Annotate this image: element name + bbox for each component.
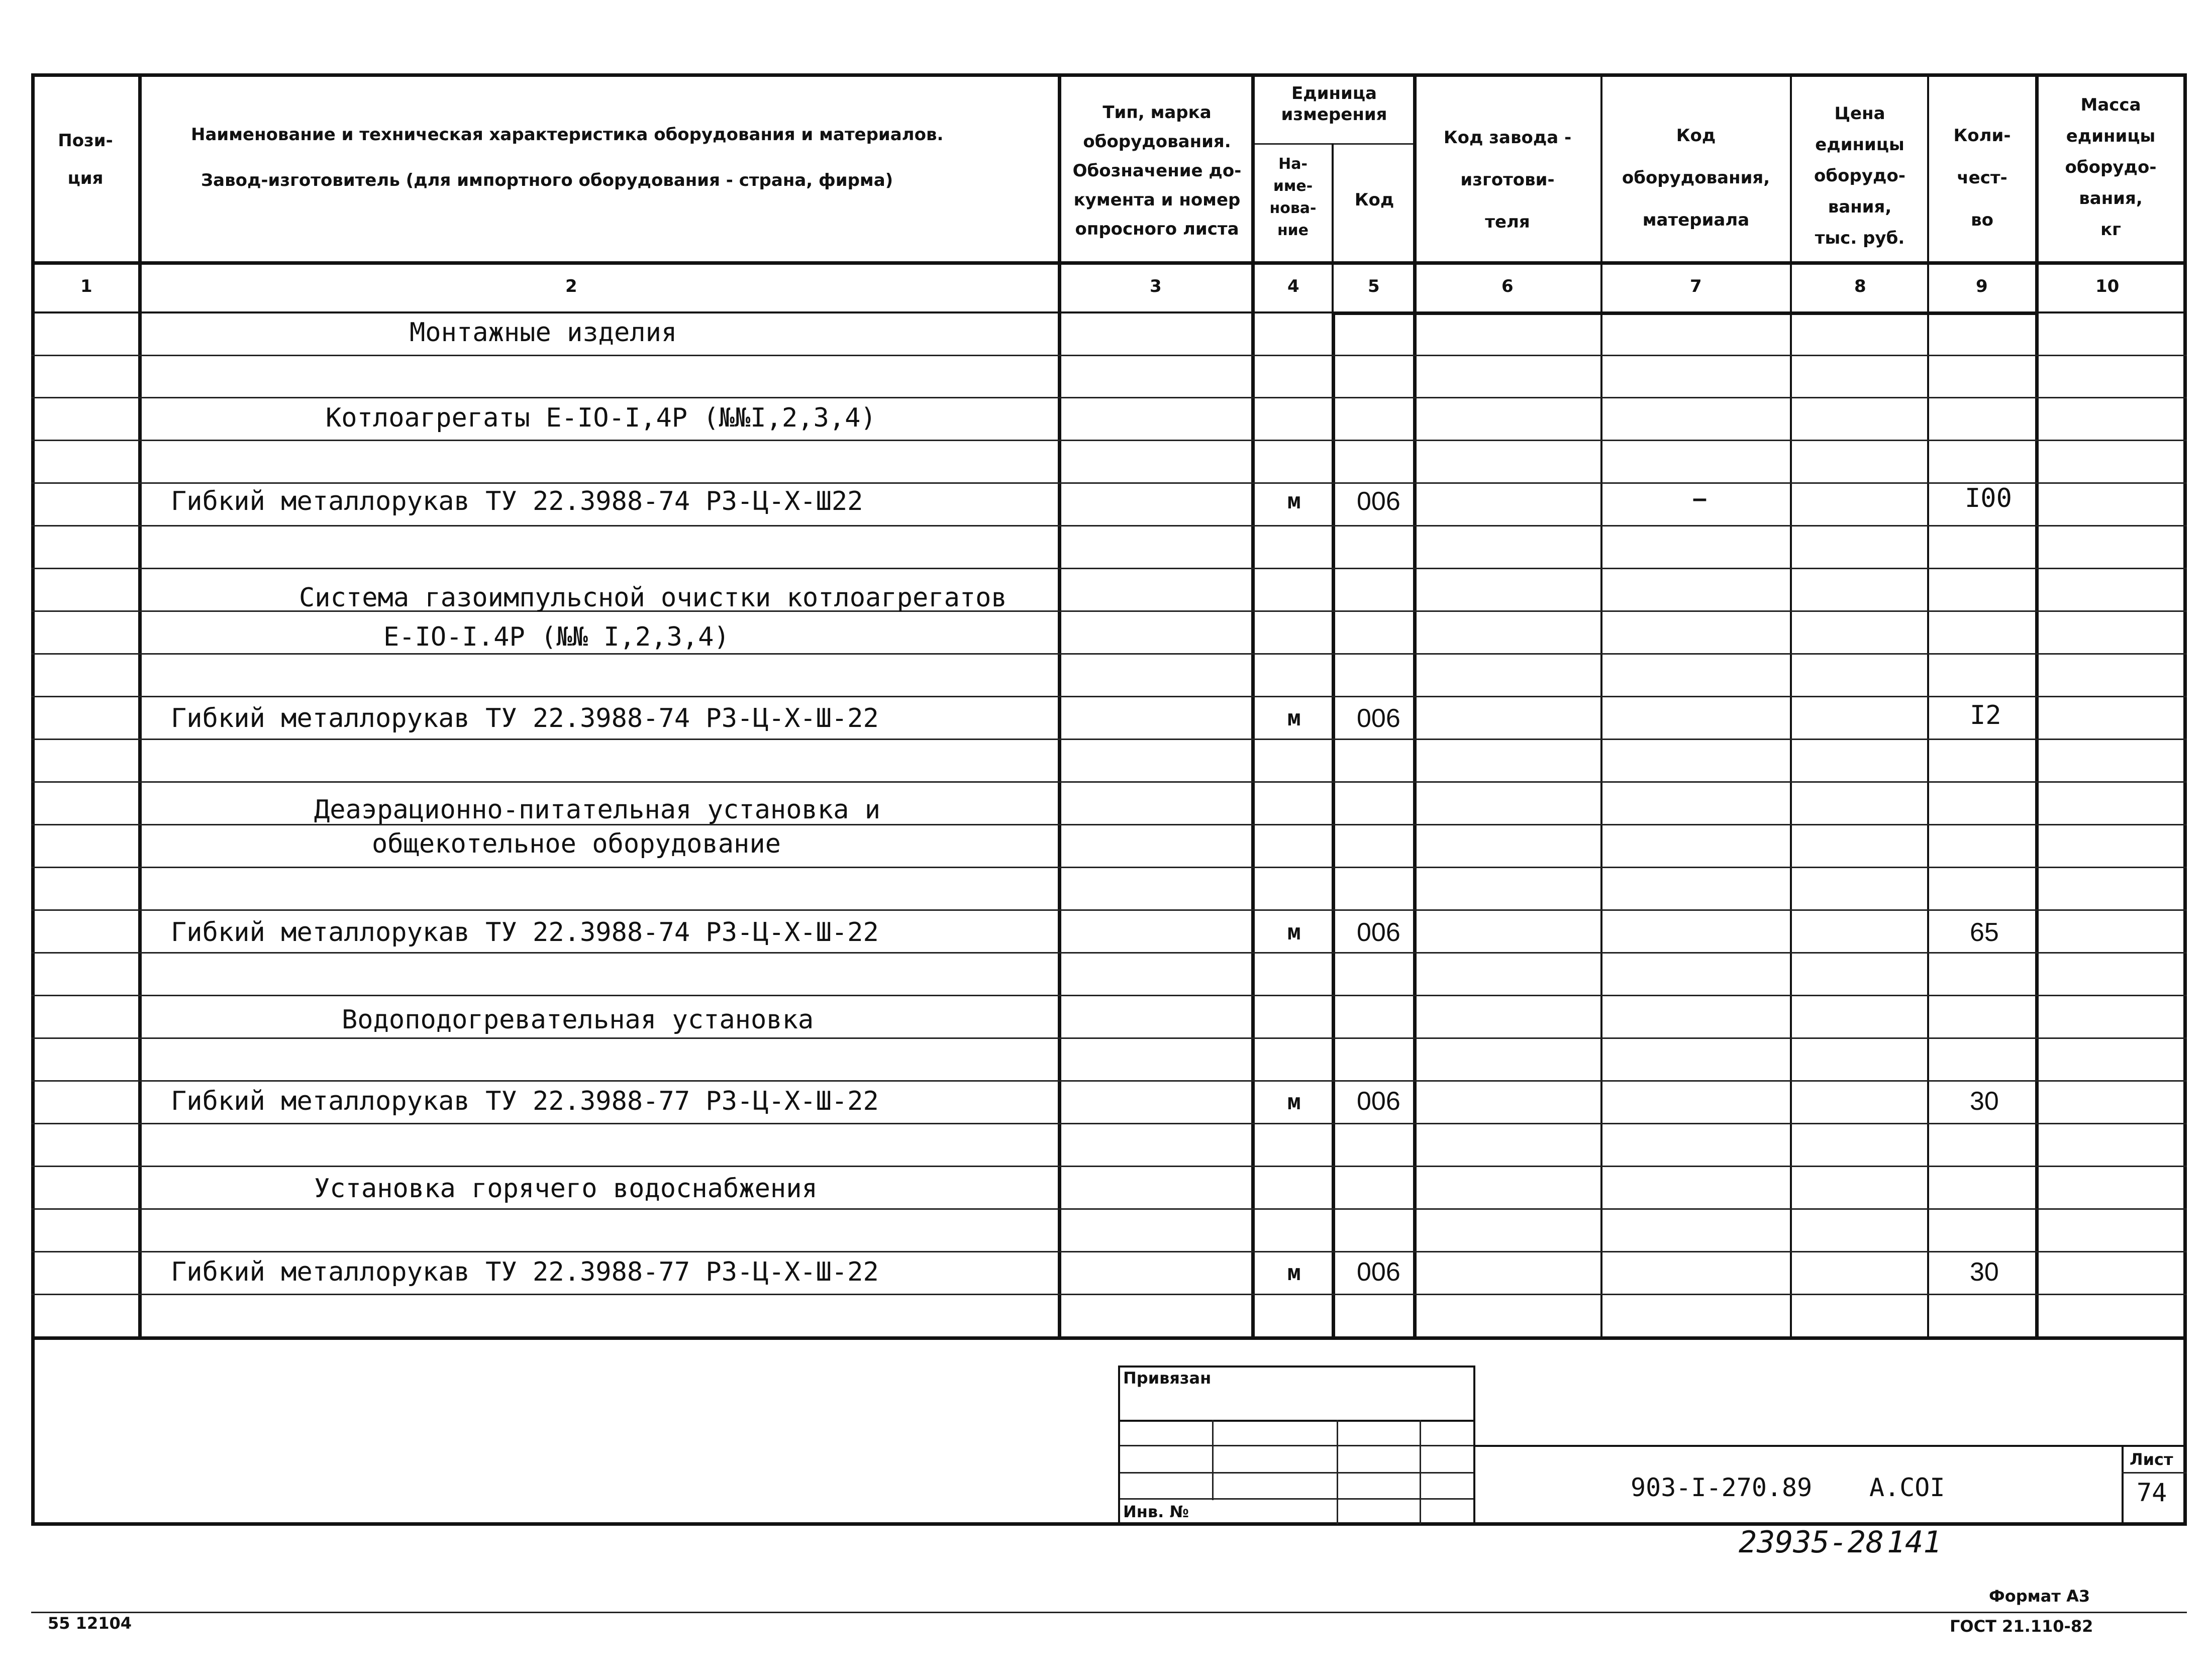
table-body-bottom	[31, 1336, 2187, 1340]
item-quantity: 30	[1970, 1257, 1999, 1287]
stamp-line	[1420, 1420, 1421, 1524]
handwritten-number-2: 141	[1887, 1525, 1942, 1560]
row-line	[31, 1166, 2187, 1167]
header-col7-line: материала	[1642, 210, 1750, 230]
item-name: Гибкий металлорукав ТУ 22.3988-74 РЗ-Ц-Х-Ш-22	[171, 917, 879, 948]
header-col2-line: Наименование и техническая характеристика оборудования и материалов.	[191, 125, 944, 145]
header-col8-line: единицы	[1815, 135, 1904, 155]
header-col8-line: вания,	[1828, 197, 1892, 217]
box-left	[1332, 311, 1335, 1340]
row-line	[31, 995, 2187, 996]
item-name: Гибкий металлорукав ТУ 22.3988-77 РЗ-Ц-Х-Ш-22	[171, 1257, 879, 1287]
stamp-privyazan-label: Привязан	[1123, 1369, 1212, 1388]
stamp-line	[1118, 1472, 1475, 1474]
box-top	[1332, 311, 2039, 315]
table-right-border	[2183, 73, 2187, 1525]
footer-gost: ГОСТ 21.110-82	[1950, 1617, 2093, 1636]
header-col4-line: ние	[1277, 222, 1309, 239]
header-col6-line: теля	[1485, 212, 1530, 232]
handwritten-number: 23935-28	[1739, 1525, 1884, 1560]
header-col9-line: Коли-	[1953, 126, 2011, 146]
header-col1-line: ция	[67, 168, 104, 189]
item-quantity: I00	[1965, 483, 2012, 513]
row-line	[31, 952, 2187, 954]
header-col8-line: Цена	[1834, 103, 1885, 124]
col-number: 4	[1287, 276, 1299, 296]
header-col10-line: кг	[2100, 220, 2121, 240]
item-code: 006	[1357, 1257, 1400, 1287]
row-line	[31, 1123, 2187, 1124]
header-col3-line: опросного листа	[1075, 219, 1239, 239]
header-col2-line: Завод-изготовитель (для импортного оборудования - страна, фирма)	[201, 170, 893, 191]
row-line	[31, 568, 2187, 569]
header-col7-line: Код	[1676, 126, 1716, 146]
item-name: Гибкий металлорукав ТУ 22.3988-74 РЗ-Ц-Х-Ш-22	[171, 703, 879, 733]
header-col8-line: тыс. руб.	[1815, 228, 1905, 248]
row-line	[31, 781, 2187, 783]
stamp-doc-code: 903-I-270.89	[1631, 1473, 1813, 1502]
stamp-line	[1118, 1366, 1475, 1368]
table-left-border	[31, 73, 35, 1525]
col-number: 6	[1501, 276, 1514, 296]
item-quantity: I2	[1970, 700, 2001, 730]
footer-left-code: 55 12104	[48, 1614, 132, 1633]
section-heading: Система газоимпульсной очистки котлоагрегатов	[299, 583, 1007, 613]
stamp-line	[1212, 1420, 1214, 1500]
section-heading: Котлоагрегаты Е-IO-I,4Р (№№I,2,3,4)	[326, 403, 876, 433]
item-name: Гибкий металлорукав ТУ 22.3988-74 РЗ-Ц-Х-Ш22	[171, 486, 863, 516]
header-col3-line: оборудования.	[1083, 132, 1231, 152]
row-line	[31, 1037, 2187, 1039]
col-number: 1	[80, 276, 92, 296]
col-line-2	[1058, 73, 1061, 1339]
header-col4-line: нова-	[1269, 199, 1317, 217]
footer-line	[31, 1612, 2187, 1613]
col-number: 8	[1854, 276, 1866, 296]
header-col3	[1065, 98, 1249, 244]
col-line-7	[1790, 73, 1792, 1339]
row-line	[31, 909, 2187, 911]
stamp-sheet-label: Лист	[2130, 1450, 2173, 1469]
header-unit-line: измерения	[1281, 104, 1387, 125]
item-unit: м	[1287, 1089, 1301, 1115]
item-unit: м	[1287, 1260, 1301, 1286]
row-line	[31, 696, 2187, 697]
item-code: 006	[1357, 918, 1400, 947]
row-line	[31, 1294, 2187, 1295]
header-col9	[1931, 115, 2034, 241]
header-col10-line: вания,	[2079, 188, 2143, 208]
stamp-doc-mark: А.СОI	[1869, 1473, 1945, 1502]
stamp-line	[1118, 1445, 1475, 1446]
header-col1	[48, 132, 123, 188]
item-name: Гибкий металлорукав ТУ 22.3988-77 РЗ-Ц-Х-Ш-22	[171, 1086, 879, 1116]
stamp-line	[2122, 1472, 2187, 1474]
header-bottom-line	[31, 261, 2187, 265]
row-line	[31, 355, 2187, 356]
col-line-6	[1600, 73, 1602, 1339]
col-number: 10	[2095, 276, 2120, 296]
footer-format: Формат А3	[1989, 1587, 2090, 1606]
row-line	[31, 739, 2187, 740]
stamp-line	[1473, 1445, 2187, 1447]
col-line-1	[138, 73, 142, 1339]
header-col8	[1794, 98, 1926, 254]
header-col8-line: оборудо-	[1814, 166, 1905, 186]
header-col4-line: На-	[1278, 155, 1308, 173]
item-equipment-code: –	[1692, 484, 1707, 513]
header-col5: Код	[1354, 190, 1394, 210]
header-col3-line: Тип, марка	[1102, 102, 1212, 123]
stamp-line	[2122, 1445, 2124, 1524]
section-heading: общекотельное оборудование	[372, 829, 781, 859]
col-line-8	[1927, 73, 1929, 1339]
col-line-3	[1251, 73, 1255, 1339]
stamp-line	[1118, 1420, 1475, 1422]
section-heading: Деаэрационно-питательная установка и	[314, 795, 881, 825]
header-col9-line: во	[1971, 210, 1993, 230]
row-line	[31, 1208, 2187, 1210]
col-number: 2	[565, 276, 577, 296]
row-line	[31, 482, 2187, 484]
item-quantity: 30	[1970, 1087, 1999, 1116]
header-col10	[2039, 89, 2182, 245]
row-line	[31, 1251, 2187, 1252]
section-heading: Установка горячего водоснабжения	[314, 1174, 818, 1204]
row-line	[31, 525, 2187, 527]
section-heading: Водоподогревательная установка	[342, 1005, 814, 1035]
stamp-sheet-number: 74	[2137, 1478, 2167, 1507]
header-col6-line: изготови-	[1460, 170, 1555, 190]
header-col10-line: Масса	[2080, 95, 2141, 115]
section-heading: Монтажные изделия	[410, 318, 677, 348]
item-code: 006	[1357, 704, 1400, 733]
row-line	[31, 397, 2187, 398]
row-line	[31, 867, 2187, 868]
col-number: 7	[1690, 276, 1702, 296]
table-top-border	[31, 73, 2187, 77]
header-col1-line: Пози-	[58, 131, 113, 151]
stamp-inv-label: Инв. №	[1123, 1502, 1189, 1521]
header-unit-group	[1256, 83, 1412, 125]
item-quantity: 65	[1970, 918, 1999, 947]
header-col9-line: чест-	[1957, 168, 2007, 188]
item-code: 006	[1357, 1087, 1400, 1116]
header-col2	[151, 126, 1050, 190]
item-unit: м	[1287, 919, 1301, 945]
item-unit: м	[1287, 705, 1301, 731]
stamp-line	[1118, 1498, 1475, 1500]
section-heading: Е-IO-I.4Р (№№ I,2,3,4)	[383, 622, 730, 652]
header-col7	[1604, 115, 1788, 241]
header-col7-line: оборудования,	[1622, 168, 1770, 188]
col-number: 5	[1368, 276, 1380, 296]
row-line	[31, 440, 2187, 441]
header-col6	[1417, 117, 1598, 243]
row-line	[31, 1080, 2187, 1082]
item-unit: м	[1287, 488, 1301, 514]
row-line	[31, 653, 2187, 655]
col-number: 3	[1150, 276, 1162, 296]
col-line-5	[1413, 73, 1417, 1339]
header-col6-line: Код завода -	[1443, 128, 1572, 148]
header-col4-line: име-	[1273, 177, 1313, 195]
header-col3-line: Обозначение до-	[1072, 161, 1242, 181]
stamp-line	[1118, 1366, 1120, 1524]
col-number: 9	[1976, 276, 1988, 296]
header-col4	[1255, 153, 1331, 242]
item-code: 006	[1357, 487, 1400, 516]
col-line-9	[2035, 73, 2039, 1339]
stamp-line	[1337, 1420, 1338, 1524]
header-col10-line: единицы	[2066, 126, 2156, 146]
header-col3-line: кумента и номер	[1073, 190, 1241, 210]
header-unit-line: Единица	[1291, 83, 1377, 103]
header-col10-line: оборудо-	[2065, 157, 2157, 177]
